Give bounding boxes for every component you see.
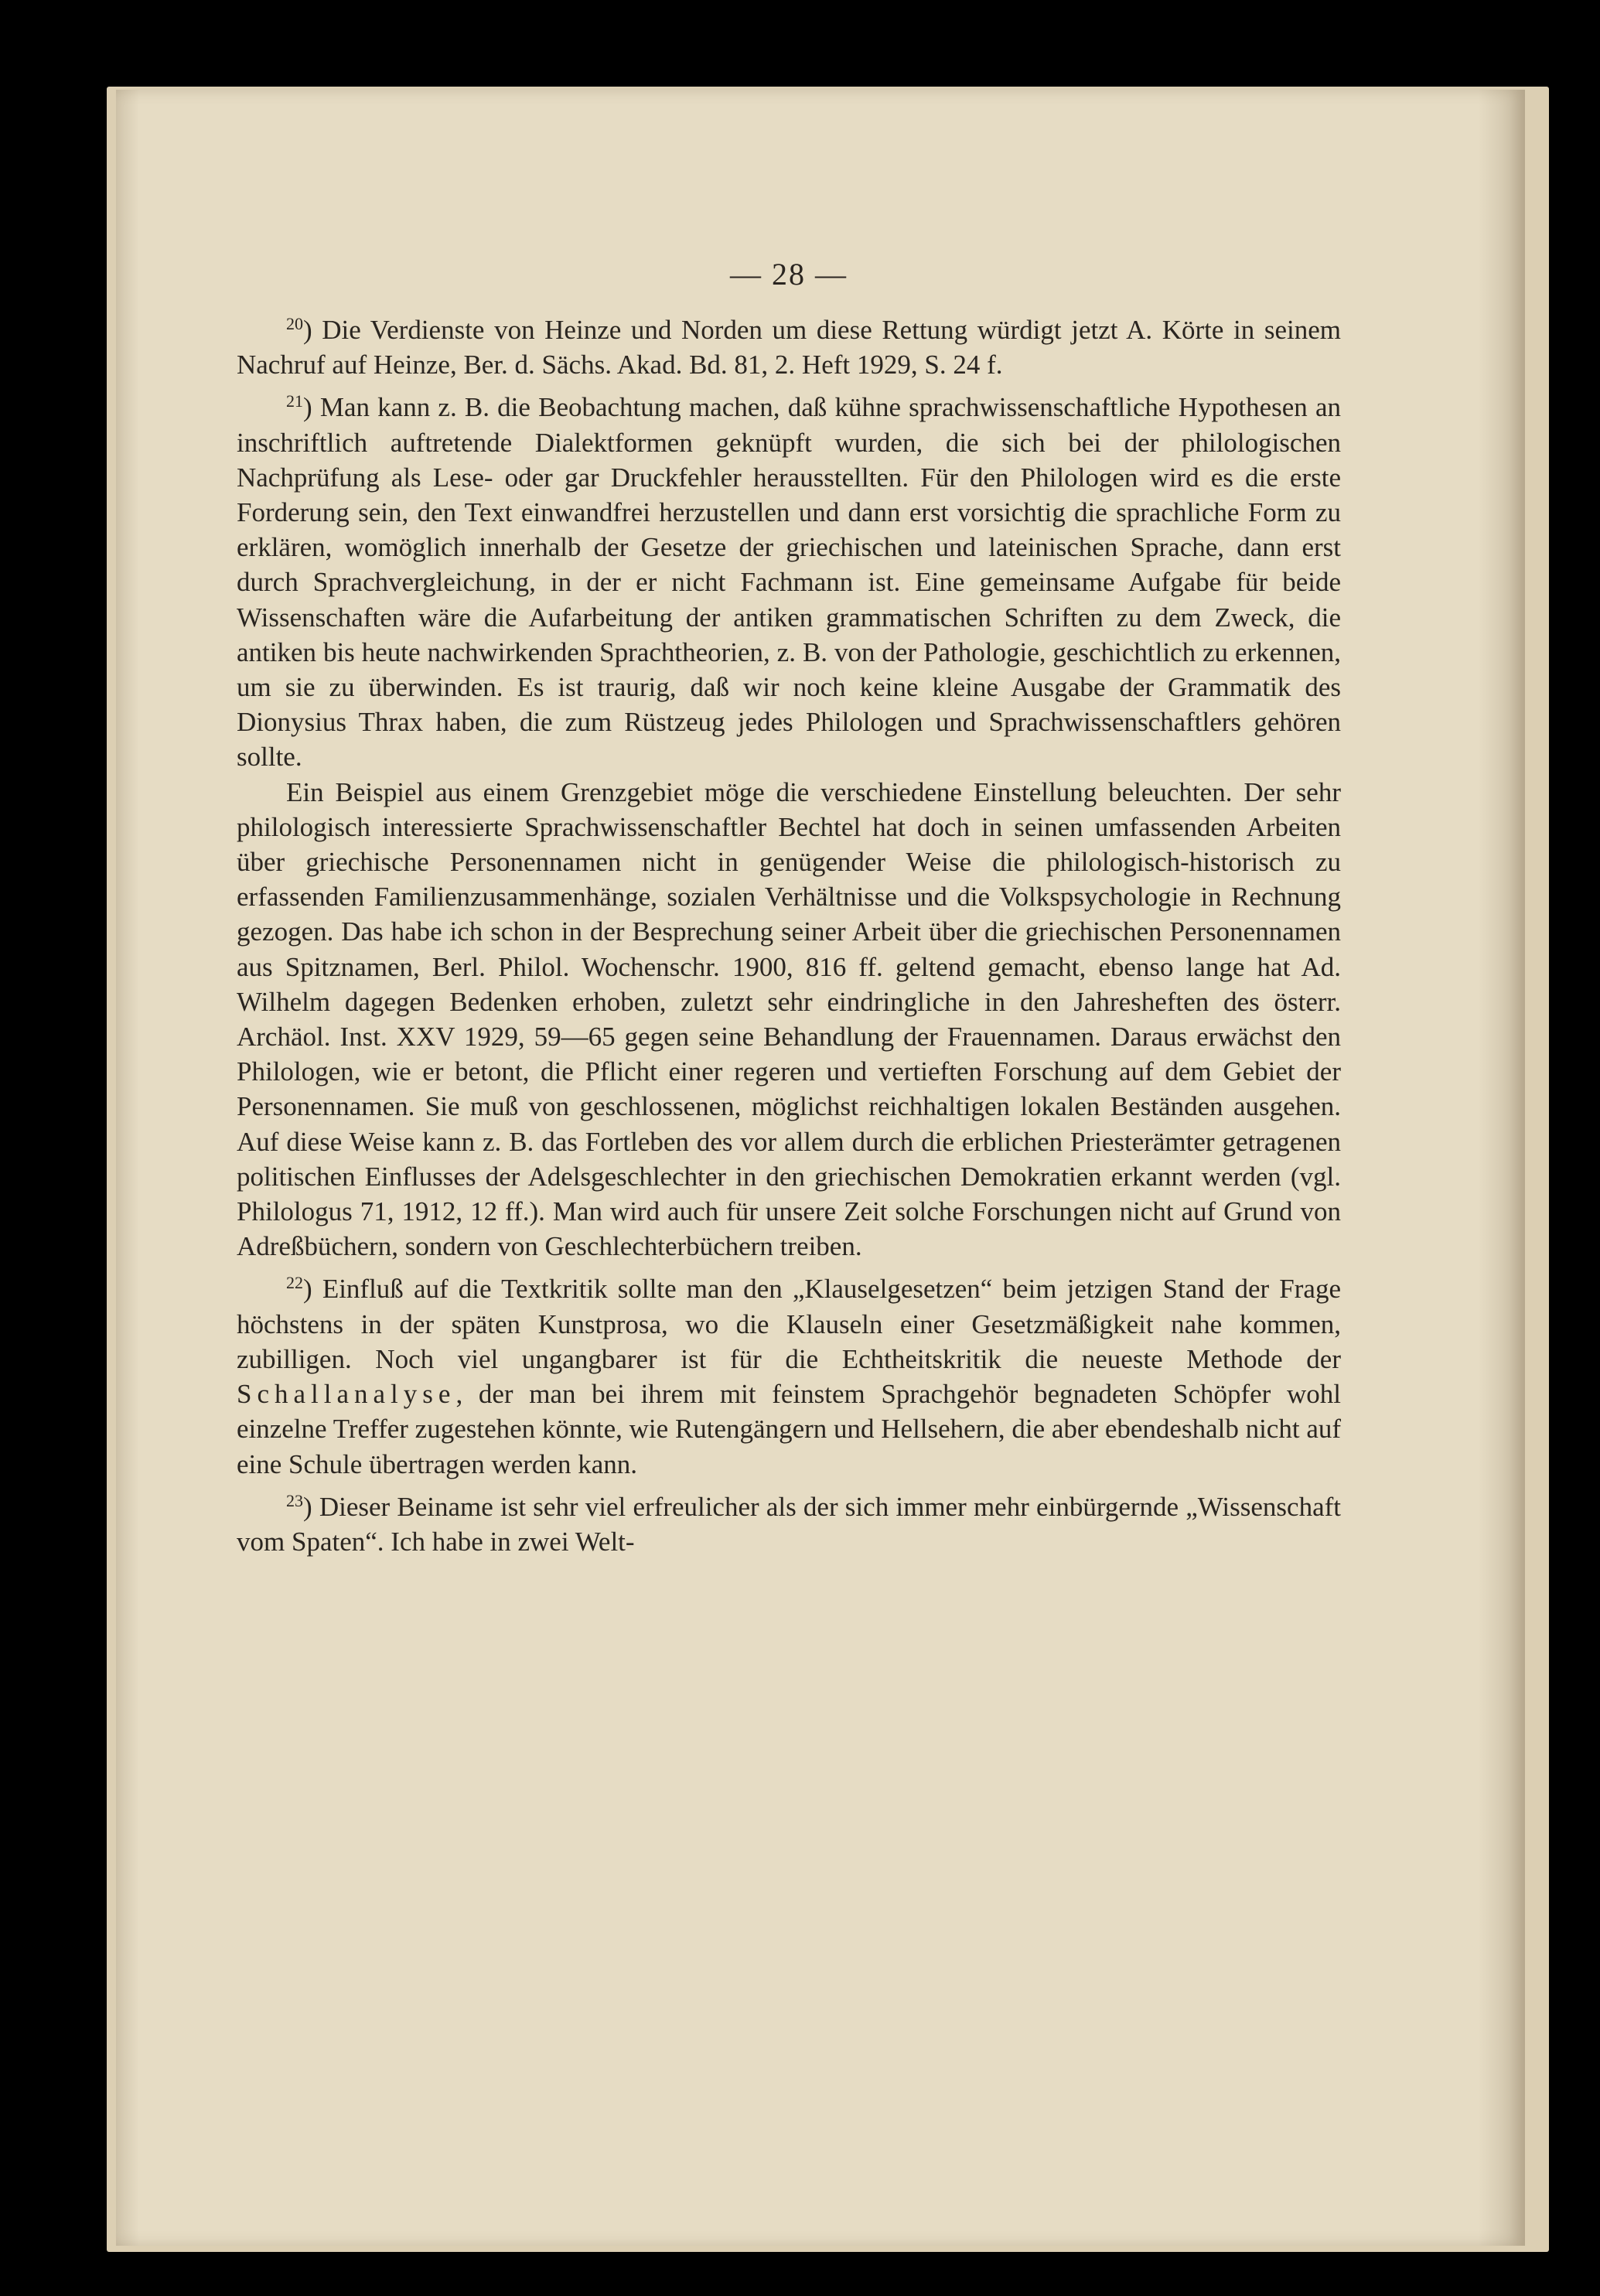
footnote-23 (237, 1489, 1341, 1559)
gutter-shade (116, 90, 139, 2246)
footnote-20 (237, 312, 1341, 382)
footnote-text: Ein Beispiel aus einem Grenzgebiet möge die verschiedene Einstellung beleuchten. Der sehr philologisch interessierte Sprachwissenschaftler Bechtel hat doch in seinen umfassenden Arbeiten über griechische Personennamen nicht in genügender Weise die philologisch-historisch zu erfassenden Familienzusammenhänge, sozialen Verhältnisse und die Volkspsychologie in Rechnung gezogen. Das habe ich schon in der Besprechung seiner Arbeit über die griechischen Personennamen aus Spitznamen, Berl. Philol. Wochenschr. 1900, 816 ff. geltend gemacht, ebenso lange hat Ad. Wilhelm dagegen Bedenken erhoben, zuletzt sehr eindringliche in den Jahresheften des österr. Archäol. Inst. XXV 1929, 59—65 gegen seine Behandlung der Frauennamen. Daraus erwächst den Philologen, wie er betont, die Pflicht einer regeren und vertieften Forschung auf dem Gebiet der Personennamen. Sie muß von geschlossenen, möglichst reichhaltigen lokalen Beständen ausgehen. Auf diese Weise kann z. B. das Fortleben des vor allem durch die erblichen Priesterämter getragenen politischen Einflusses der Adelsgeschlechter in den griechischen Demokratien erkannt werden (vgl. Philologus 71, 1912, 12 ff.). Man wird auch für unsere Zeit solche Forschungen nicht auf Grund von Adreßbüchern, sondern von Geschlechterbüchern treiben. (237, 776, 1341, 1262)
page-number: — 28 — (730, 257, 848, 292)
footnote-text: ) Die Verdienste von Heinze und Norden um diese Rettung würdigt jetzt A. Körte in seinem Nachruf auf Heinze, Ber. d. Sächs. Akad. Bd. 81, 2. Heft 1929, S. 24 f. (237, 315, 1341, 380)
footnote-number: 22 (286, 1273, 303, 1293)
footnote-text: ) Einfluß auf die Textkritik sollte man den „Klauselgesetzen“ beim jetzigen Stand der Frage höchstens in der späten Kunstprosa, wo die Klauseln einer Gesetzmäßigkeit nahe kommen, zubilligen. Noch viel ungangbarer ist für die Echtheitskritik die neueste Methode der (237, 1274, 1341, 1374)
footnote-21 (237, 390, 1341, 774)
footnote-text: , der man bei ihrem mit feinstem Sprachgehör begnadeten Schöpfer wohl einzelne Treffer zugestehen könnte, wie Rutengängern und Hellsehern, die aber ebendeshalb nicht auf eine Schule übertragen werden kann. (237, 1379, 1342, 1479)
footnote-21-continuation (237, 775, 1341, 1264)
spaced-term: Schallanalyse (237, 1379, 456, 1410)
footnote-text: ) Dieser Beiname ist sehr viel erfreulicher als der sich immer mehr einbürgernde „Wissenschaft vom Spaten“. Ich habe in zwei Welt- (237, 1491, 1341, 1557)
footnote-number: 21 (286, 391, 303, 411)
page-curl-shade (1479, 90, 1525, 2246)
text-block (237, 255, 1341, 1559)
footnote-number: 23 (286, 1490, 303, 1510)
footnote-number: 20 (286, 314, 303, 333)
footnote-text: ) Man kann z. B. die Beobachtung machen, daß kühne sprachwissenschaftliche Hypothesen an inschriftlich auftretende Dialektformen geknüpft wurden, die sich bei der philologischen Nachprüfung als Lese- oder gar Druckfehler herausstellten. Für den Philologen wird es die erste Forderung sein, den Text einwandfrei herzustellen und dann erst vorsichtig die sprachliche Form zu erklären, womöglich innerhalb der Gesetze der griechischen und lateinischen Sprache, dann erst durch Sprachvergleichung, in der er nicht Fachmann ist. Eine gemeinsame Aufgabe für beide Wissenschaften wäre die Aufarbeitung der antiken grammatischen Schriften zu dem Zweck, die antiken bis heute nachwirkenden Sprachtheorien, z. B. von der Pathologie, geschichtlich zu erkennen, um sie zu überwinden. Es ist traurig, daß wir noch keine kleine Ausgabe der Grammatik des Dionysius Thrax haben, die zum Rüstzeug jedes Philologen und Sprachwissenschaftlers gehören sollte. (237, 392, 1341, 773)
footnote-22 (237, 1271, 1341, 1481)
